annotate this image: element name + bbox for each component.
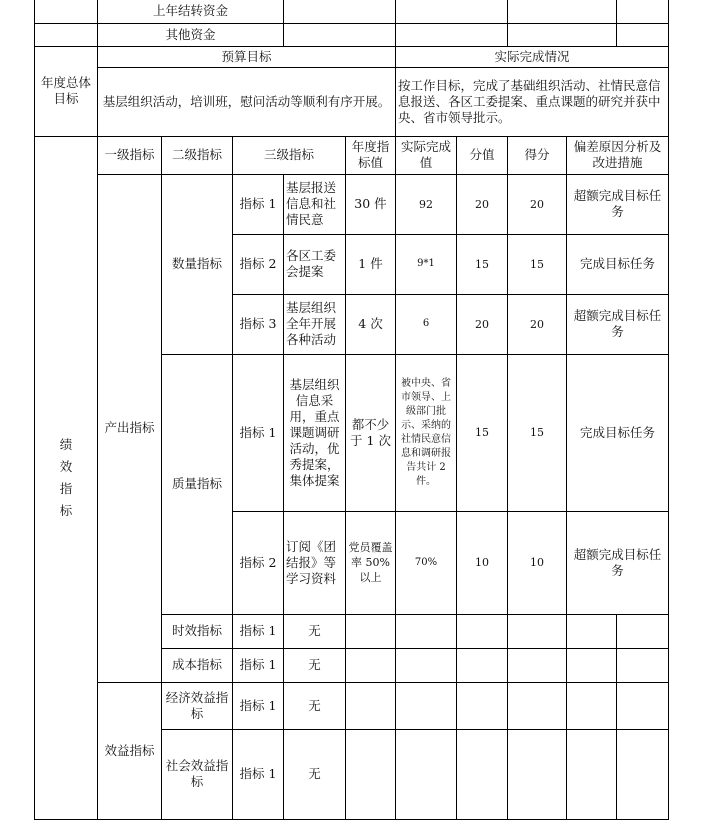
blank-cell: [617, 23, 669, 46]
header-level2: 二级指标: [162, 136, 233, 174]
blank-cell: [617, 648, 669, 682]
budget-goal-text: 基层组织活动，培训班，慰问活动等顺利有序开展。: [98, 67, 396, 136]
blank-cell: [396, 682, 457, 729]
blank-cell: [508, 23, 617, 46]
indicator-value: 20: [457, 294, 508, 354]
indicator-name: 无: [284, 614, 346, 648]
indicator-name: 各区工委会提案: [284, 234, 346, 294]
indicator-index: 指标 1: [233, 648, 284, 682]
benefit-indicator-label: 效益指标: [98, 682, 162, 819]
indicator-index: 指标 1: [233, 614, 284, 648]
blank-cell: [508, 648, 567, 682]
indicator-index: 指标 1: [233, 729, 284, 819]
indicator-note: 完成目标任务: [567, 354, 669, 511]
blank-cell: [35, 23, 98, 46]
blank-cell: [346, 729, 396, 819]
blank-cell: [457, 648, 508, 682]
perf-indicator-label-text: 绩效指标: [59, 436, 73, 518]
blank-cell: [617, 682, 669, 729]
blank-cell: [457, 729, 508, 819]
indicator-index: 指标 1: [233, 354, 284, 511]
indicator-score: 15: [508, 354, 567, 511]
fund-label-other: 其他资金: [98, 23, 284, 46]
indicator-note: 超额完成目标任务: [567, 294, 669, 354]
blank-cell: [617, 729, 669, 819]
indicator-target: 30 件: [346, 174, 396, 234]
blank-cell: [346, 648, 396, 682]
indicator-actual: 92: [396, 174, 457, 234]
actual-completion-text: 按工作目标，完成了基础组织活动、社情民意信息报送、各区工委提案、重点课题的研究并获中央、省市领导批示。: [396, 67, 669, 136]
indicator-value: 10: [457, 511, 508, 614]
header-score: 得分: [508, 136, 567, 174]
indicator-note: 完成目标任务: [567, 234, 669, 294]
indicator-note: 超额完成目标任务: [567, 174, 669, 234]
blank-cell: [508, 0, 617, 23]
blank-cell: [284, 0, 396, 23]
indicator-name: 基层组织全年开展各种活动: [284, 294, 346, 354]
blank-cell: [567, 729, 617, 819]
fund-row-other: [35, 23, 669, 46]
header-actual: 实际完成值: [396, 136, 457, 174]
table-row: [35, 682, 669, 729]
blank-cell: [617, 0, 669, 23]
indicator-name: 无: [284, 648, 346, 682]
blank-cell: [346, 682, 396, 729]
indicator-value: 20: [457, 174, 508, 234]
blank-cell: [508, 614, 567, 648]
blank-cell: [567, 614, 617, 648]
quality-indicator-label: 质量指标: [162, 354, 233, 614]
blank-cell: [567, 682, 617, 729]
indicator-name: 基层报送信息和社情民意: [284, 174, 346, 234]
performance-table-sheet: [34, 0, 669, 820]
economic-benefit-label: 经济效益指标: [162, 682, 233, 729]
indicator-target: 1 件: [346, 234, 396, 294]
actual-completion-header: 实际完成情况: [396, 46, 669, 67]
blank-cell: [35, 0, 98, 23]
table-row: [35, 174, 669, 234]
indicator-index: 指标 1: [233, 174, 284, 234]
indicator-actual: 被中央、省市领导、上级部门批示、采纳的社情民意信息和调研报告共计 2 件。: [396, 354, 457, 511]
blank-cell: [284, 23, 396, 46]
indicator-value: 15: [457, 354, 508, 511]
blank-cell: [617, 614, 669, 648]
indicator-note: 超额完成目标任务: [567, 511, 669, 614]
indicator-score: 15: [508, 234, 567, 294]
indicator-name: 无: [284, 729, 346, 819]
fund-label-prev-year: 上年结转资金: [98, 0, 284, 23]
quantity-indicator-label: 数量指标: [162, 174, 233, 354]
header-analysis: 偏差原因分析及改进措施: [567, 136, 669, 174]
header-level3: 三级指标: [233, 136, 346, 174]
timeliness-indicator-label: 时效指标: [162, 614, 233, 648]
indicator-actual: 70%: [396, 511, 457, 614]
indicator-index: 指标 1: [233, 682, 284, 729]
blank-cell: [346, 614, 396, 648]
indicator-index: 指标 3: [233, 294, 284, 354]
indicator-score: 10: [508, 511, 567, 614]
blank-cell: [457, 614, 508, 648]
indicator-target: 都不少于 1 次: [346, 354, 396, 511]
perf-header-row: [35, 136, 669, 174]
performance-table: [34, 0, 669, 820]
header-level1: 一级指标: [98, 136, 162, 174]
indicator-actual: 9*1: [396, 234, 457, 294]
annual-goal-label: 年度总体目标: [35, 46, 98, 136]
social-benefit-label: 社会效益指标: [162, 729, 233, 819]
indicator-score: 20: [508, 174, 567, 234]
blank-cell: [508, 682, 567, 729]
indicator-target: 4 次: [346, 294, 396, 354]
header-target: 年度指标值: [346, 136, 396, 174]
blank-cell: [396, 729, 457, 819]
blank-cell: [396, 614, 457, 648]
indicator-name: 基层组织信息采用，重点课题调研活动，优秀提案，集体提案: [284, 354, 346, 511]
goal-content-row: [35, 67, 669, 136]
indicator-score: 20: [508, 294, 567, 354]
blank-cell: [396, 648, 457, 682]
goal-header-row: [35, 46, 669, 67]
indicator-value: 15: [457, 234, 508, 294]
blank-cell: [567, 648, 617, 682]
output-indicator-label: 产出指标: [98, 174, 162, 682]
header-score-value: 分值: [457, 136, 508, 174]
cost-indicator-label: 成本指标: [162, 648, 233, 682]
fund-row-prev-year: [35, 0, 669, 23]
indicator-name: 无: [284, 682, 346, 729]
indicator-name: 订阅《团结报》等学习资料: [284, 511, 346, 614]
budget-goal-header: 预算目标: [98, 46, 396, 67]
indicator-index: 指标 2: [233, 511, 284, 614]
indicator-actual: 6: [396, 294, 457, 354]
blank-cell: [396, 0, 508, 23]
blank-cell: [508, 729, 567, 819]
indicator-target: 党员覆盖率 50%以上: [346, 511, 396, 614]
indicator-index: 指标 2: [233, 234, 284, 294]
perf-indicator-label: [35, 136, 98, 819]
blank-cell: [396, 23, 508, 46]
blank-cell: [457, 682, 508, 729]
